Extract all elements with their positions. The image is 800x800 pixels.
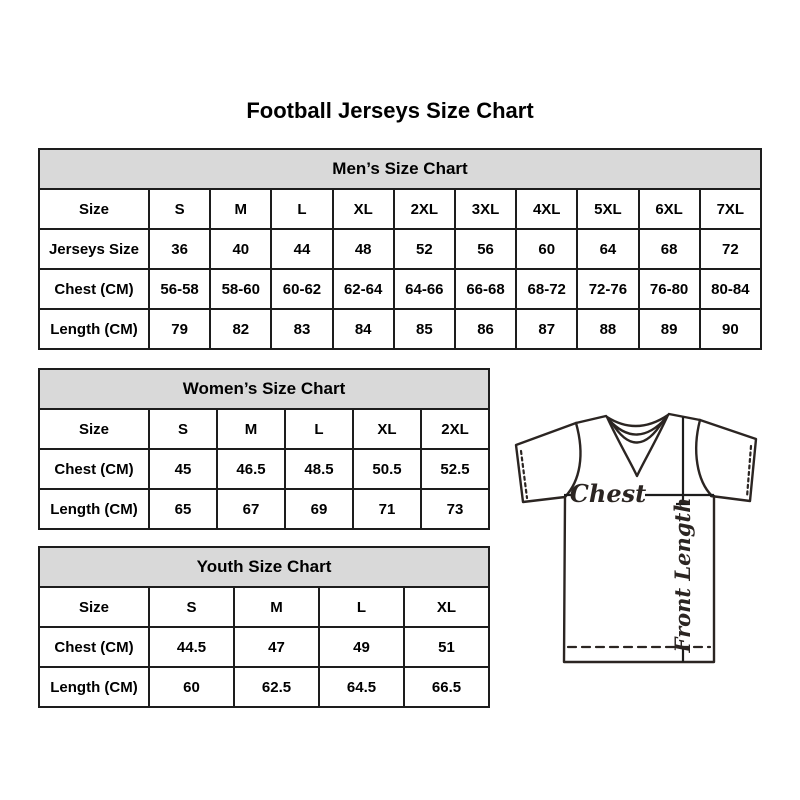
size-cell: 65 bbox=[149, 489, 217, 529]
size-cell: 51 bbox=[404, 627, 489, 667]
size-cell: 88 bbox=[577, 309, 638, 349]
size-cell: 60 bbox=[149, 667, 234, 707]
size-cell: 64.5 bbox=[319, 667, 404, 707]
size-cell: XL bbox=[404, 587, 489, 627]
size-cell: 56 bbox=[455, 229, 516, 269]
womens-table-title: Women’s Size Chart bbox=[39, 369, 489, 409]
size-cell: 64-66 bbox=[394, 269, 455, 309]
size-cell: 82 bbox=[210, 309, 271, 349]
jersey-outline bbox=[516, 414, 756, 662]
size-cell: 69 bbox=[285, 489, 353, 529]
size-cell: 40 bbox=[210, 229, 271, 269]
row-label: Size bbox=[39, 409, 149, 449]
size-cell: 73 bbox=[421, 489, 489, 529]
size-cell: 52.5 bbox=[421, 449, 489, 489]
size-cell: S bbox=[149, 409, 217, 449]
table-header-row bbox=[39, 369, 489, 409]
size-cell: 2XL bbox=[421, 409, 489, 449]
size-cell: M bbox=[210, 189, 271, 229]
table-header-row bbox=[39, 149, 761, 189]
row-label: Length (CM) bbox=[39, 667, 149, 707]
row-label: Chest (CM) bbox=[39, 449, 149, 489]
size-cell: 64 bbox=[577, 229, 638, 269]
size-cell: L bbox=[319, 587, 404, 627]
size-cell: 71 bbox=[353, 489, 421, 529]
size-cell: 56-58 bbox=[149, 269, 210, 309]
size-cell: 90 bbox=[700, 309, 761, 349]
size-cell: 4XL bbox=[516, 189, 577, 229]
size-cell: 66-68 bbox=[455, 269, 516, 309]
row-label: Size bbox=[39, 587, 149, 627]
row-label: Jerseys Size bbox=[39, 229, 149, 269]
size-cell: 6XL bbox=[639, 189, 700, 229]
size-cell: M bbox=[217, 409, 285, 449]
youth-table-title: Youth Size Chart bbox=[39, 547, 489, 587]
jersey-left-shoulder bbox=[576, 416, 606, 423]
table-row bbox=[39, 269, 761, 309]
table-row bbox=[39, 489, 489, 529]
size-cell: 46.5 bbox=[217, 449, 285, 489]
size-cell: 68-72 bbox=[516, 269, 577, 309]
jersey-measurement-diagram bbox=[505, 403, 765, 673]
size-cell: S bbox=[149, 587, 234, 627]
size-cell: 87 bbox=[516, 309, 577, 349]
size-cell: 48.5 bbox=[285, 449, 353, 489]
table-row bbox=[39, 627, 489, 667]
chest-measure-label: Chest bbox=[569, 479, 647, 508]
row-label: Length (CM) bbox=[39, 309, 149, 349]
size-cell: 60-62 bbox=[271, 269, 332, 309]
jersey-diagram-svg bbox=[505, 403, 765, 673]
size-cell: S bbox=[149, 189, 210, 229]
size-cell: 83 bbox=[271, 309, 332, 349]
size-cell: 79 bbox=[149, 309, 210, 349]
size-cell: 85 bbox=[394, 309, 455, 349]
womens-size-table bbox=[38, 368, 490, 530]
youth-size-table bbox=[38, 546, 490, 708]
row-label: Chest (CM) bbox=[39, 627, 149, 667]
size-cell: 47 bbox=[234, 627, 319, 667]
row-label: Chest (CM) bbox=[39, 269, 149, 309]
mens-table-title: Men’s Size Chart bbox=[39, 149, 761, 189]
size-cell: L bbox=[285, 409, 353, 449]
jersey-right-armhole bbox=[696, 420, 712, 496]
size-cell: 86 bbox=[455, 309, 516, 349]
size-cell: 62-64 bbox=[333, 269, 394, 309]
size-cell: 80-84 bbox=[700, 269, 761, 309]
size-cell: L bbox=[271, 189, 332, 229]
size-cell: 48 bbox=[333, 229, 394, 269]
size-cell: 7XL bbox=[700, 189, 761, 229]
table-row bbox=[39, 667, 489, 707]
size-cell: 44.5 bbox=[149, 627, 234, 667]
table-row bbox=[39, 309, 761, 349]
page-title: Football Jerseys Size Chart bbox=[246, 98, 534, 123]
table-row bbox=[39, 587, 489, 627]
front-length-measure-label: Front Length bbox=[670, 497, 695, 653]
size-cell: 72-76 bbox=[577, 269, 638, 309]
table-row bbox=[39, 409, 489, 449]
size-cell: XL bbox=[333, 189, 394, 229]
size-cell: 52 bbox=[394, 229, 455, 269]
size-cell: 60 bbox=[516, 229, 577, 269]
size-cell: 76-80 bbox=[639, 269, 700, 309]
size-cell: 36 bbox=[149, 229, 210, 269]
table-row bbox=[39, 229, 761, 269]
size-cell: 58-60 bbox=[210, 269, 271, 309]
size-cell: 62.5 bbox=[234, 667, 319, 707]
size-cell: 5XL bbox=[577, 189, 638, 229]
size-cell: 50.5 bbox=[353, 449, 421, 489]
size-cell: 89 bbox=[639, 309, 700, 349]
size-cell: 45 bbox=[149, 449, 217, 489]
mens-size-table bbox=[38, 148, 762, 350]
table-header-row bbox=[39, 547, 489, 587]
size-cell: 68 bbox=[639, 229, 700, 269]
size-cell: 44 bbox=[271, 229, 332, 269]
size-cell: 3XL bbox=[455, 189, 516, 229]
table-row bbox=[39, 449, 489, 489]
size-cell: 49 bbox=[319, 627, 404, 667]
size-cell: 2XL bbox=[394, 189, 455, 229]
size-cell: 66.5 bbox=[404, 667, 489, 707]
row-label: Size bbox=[39, 189, 149, 229]
row-label: Length (CM) bbox=[39, 489, 149, 529]
size-cell: XL bbox=[353, 409, 421, 449]
jersey-right-shoulder bbox=[669, 414, 700, 420]
size-cell: 72 bbox=[700, 229, 761, 269]
size-cell: 67 bbox=[217, 489, 285, 529]
size-cell: M bbox=[234, 587, 319, 627]
table-row bbox=[39, 189, 761, 229]
size-cell: 84 bbox=[333, 309, 394, 349]
